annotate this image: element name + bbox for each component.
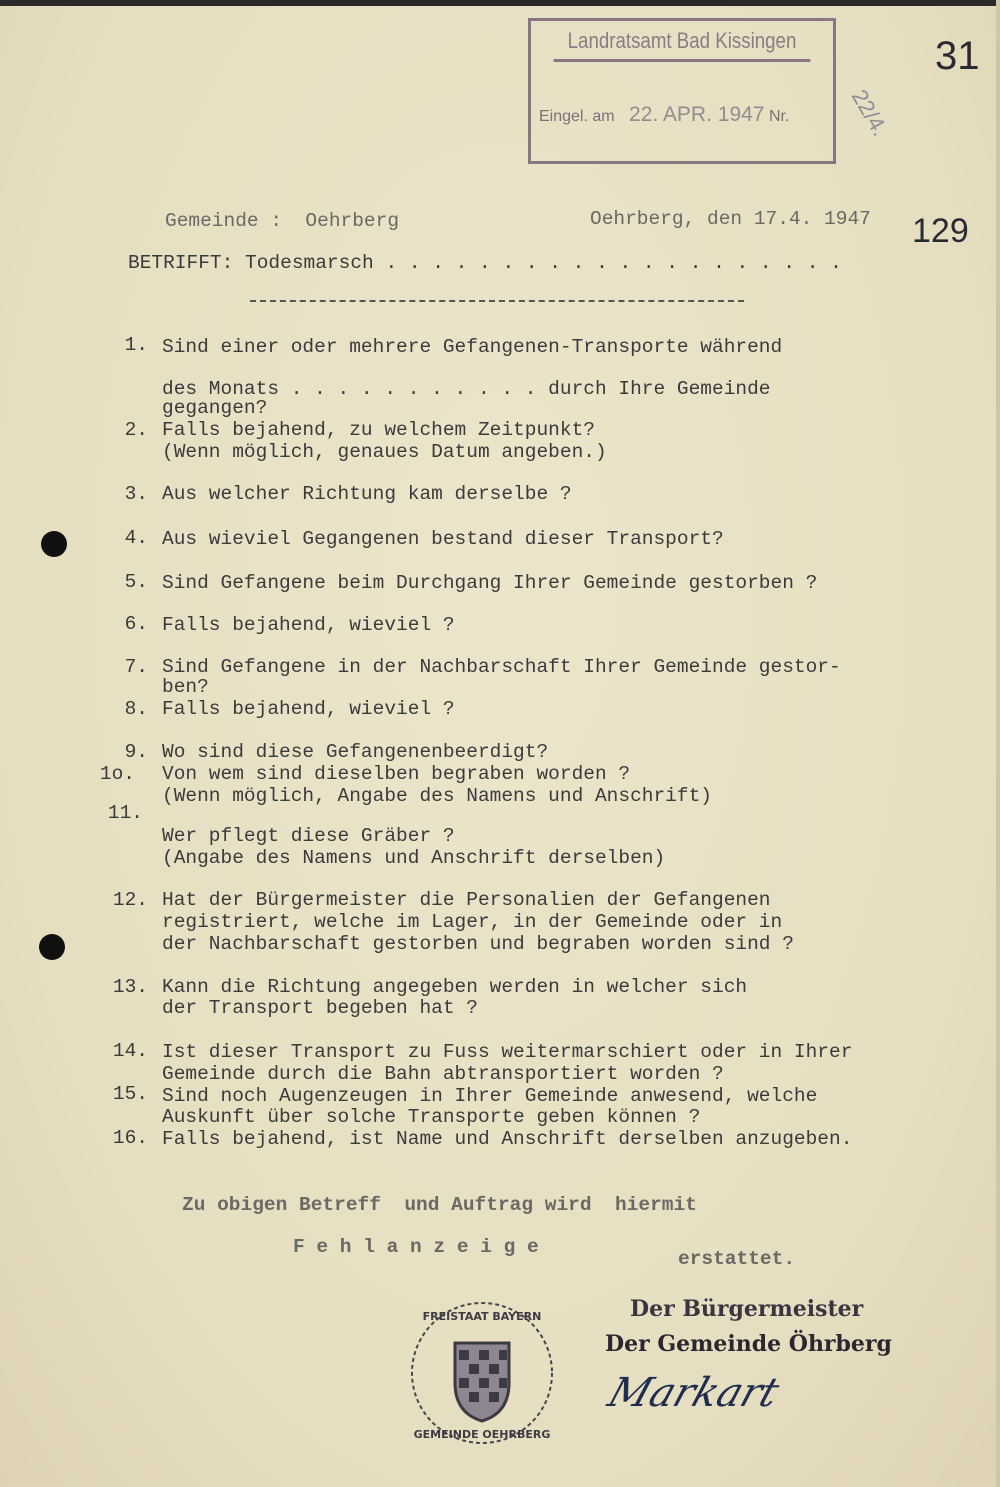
question-number: 15.	[112, 1083, 148, 1105]
question-text: Sind Gefangene beim Durchgang Ihrer Gemeinde gestorben ?	[162, 572, 818, 594]
folio-number: 31	[935, 34, 980, 78]
stamp-office: Landratsamt Bad Kissingen	[554, 21, 811, 62]
question-number: 1o.	[99, 763, 135, 785]
svg-text:GEMEINDE OEHRBERG: GEMEINDE OEHRBERG	[413, 1428, 551, 1441]
erstattet: erstattet.	[678, 1248, 796, 1270]
question-text: (Wenn möglich, Angabe des Namens und Anschrift)	[162, 785, 712, 807]
question-number: 9.	[124, 741, 148, 763]
mayor-gemeinde: Der Gemeinde Öhrberg	[605, 1331, 892, 1357]
question-text: registriert, welche im Lager, in der Gemeinde oder in	[162, 911, 783, 933]
question-text: Falls bejahend, zu welchem Zeitpunkt?	[162, 419, 595, 441]
stamp-nr-label: Nr.	[768, 108, 790, 125]
question-text: Falls bejahend, wieviel ?	[162, 614, 455, 636]
question-text: Aus wieviel Gegangenen bestand dieser Transport?	[162, 528, 724, 550]
question-text: Falls bejahend, ist Name und Anschrift derselben anzugeben.	[162, 1128, 853, 1150]
question-text: des Monats . . . . . . . . . . . durch Ihre Gemeinde	[162, 378, 771, 400]
question-number: 14.	[112, 1040, 148, 1062]
fehlanzeige: F e h l a n z e i g e	[293, 1236, 539, 1258]
scan-edge	[996, 0, 1000, 1487]
stamp-received-date: 22. APR. 1947	[629, 103, 765, 126]
question-text: der Transport begeben hat ?	[162, 997, 478, 1019]
question-text: Hat der Bürgermeister die Personalien der Gefangenen	[162, 889, 771, 911]
signature: Markart	[602, 1370, 785, 1416]
received-stamp	[528, 18, 836, 164]
question-text: gegangen?	[162, 397, 268, 419]
question-number: 5.	[124, 571, 148, 593]
question-text: Wo sind diese Gefangenenbeerdigt?	[162, 741, 549, 763]
question-text: Wer pflegt diese Gräber ?	[162, 825, 455, 847]
question-text: Sind noch Augenzeugen in Ihrer Gemeinde anwesend, welche	[162, 1085, 818, 1107]
sheet-number: 129	[912, 212, 969, 250]
question-text: Gemeinde durch die Bahn abtransportiert worden ?	[162, 1063, 724, 1085]
question-number: 4.	[124, 527, 148, 549]
question-number: 8.	[124, 698, 148, 720]
question-text: der Nachbarschaft gestorben und begraben worden sind ?	[162, 933, 794, 955]
svg-text:FREISTAAT BAYERN: FREISTAAT BAYERN	[422, 1310, 542, 1323]
question-number: 7.	[124, 656, 148, 678]
question-number: 16.	[112, 1127, 148, 1149]
handwritten-number: 22/4.	[846, 85, 893, 141]
question-text: Sind einer oder mehrere Gefangenen-Transporte während	[162, 336, 783, 358]
question-text: Falls bejahend, wieviel ?	[162, 698, 455, 720]
question-text: (Angabe des Namens und Anschrift derselben)	[162, 847, 666, 869]
question-text: Aus welcher Richtung kam derselbe ?	[162, 483, 572, 505]
question-text: Von wem sind dieselben begraben worden ?	[162, 763, 631, 785]
question-text: (Wenn möglich, genaues Datum angeben.)	[162, 441, 607, 463]
question-number: 12.	[112, 889, 148, 911]
mayor-title: Der Bürgermeister	[630, 1296, 864, 1322]
official-seal	[405, 1298, 560, 1448]
divider	[250, 300, 744, 302]
question-number: 11.	[107, 802, 143, 824]
subject-line: BETRIFFT: Todesmarsch . . . . . . . . . . . . . . . . . . . .	[128, 252, 842, 274]
closing-text: Zu obigen Betreff und Auftrag wird hiermit	[182, 1194, 697, 1216]
question-number: 2.	[124, 419, 148, 441]
question-number: 3.	[124, 483, 148, 505]
gemeinde-label: Gemeinde : Oehrberg	[165, 210, 400, 232]
stamp-received-label: Eingel. am	[539, 108, 615, 125]
question-text: Auskunft über solche Transporte geben können ?	[162, 1106, 701, 1128]
question-number: 1.	[124, 334, 148, 356]
question-text: Sind Gefangene in der Nachbarschaft Ihrer Gemeinde gestor-	[162, 656, 841, 678]
punch-hole	[41, 531, 67, 557]
scan-border	[0, 0, 1000, 6]
punch-hole	[39, 934, 65, 960]
question-text: Ist dieser Transport zu Fuss weitermarschiert oder in Ihrer	[162, 1041, 853, 1063]
question-number: 6.	[124, 613, 148, 635]
place-date: Oehrberg, den 17.4. 1947	[590, 208, 871, 230]
question-number: 13.	[112, 976, 148, 998]
question-text: ben?	[162, 676, 209, 698]
question-text: Kann die Richtung angegeben werden in welcher sich	[162, 976, 748, 998]
